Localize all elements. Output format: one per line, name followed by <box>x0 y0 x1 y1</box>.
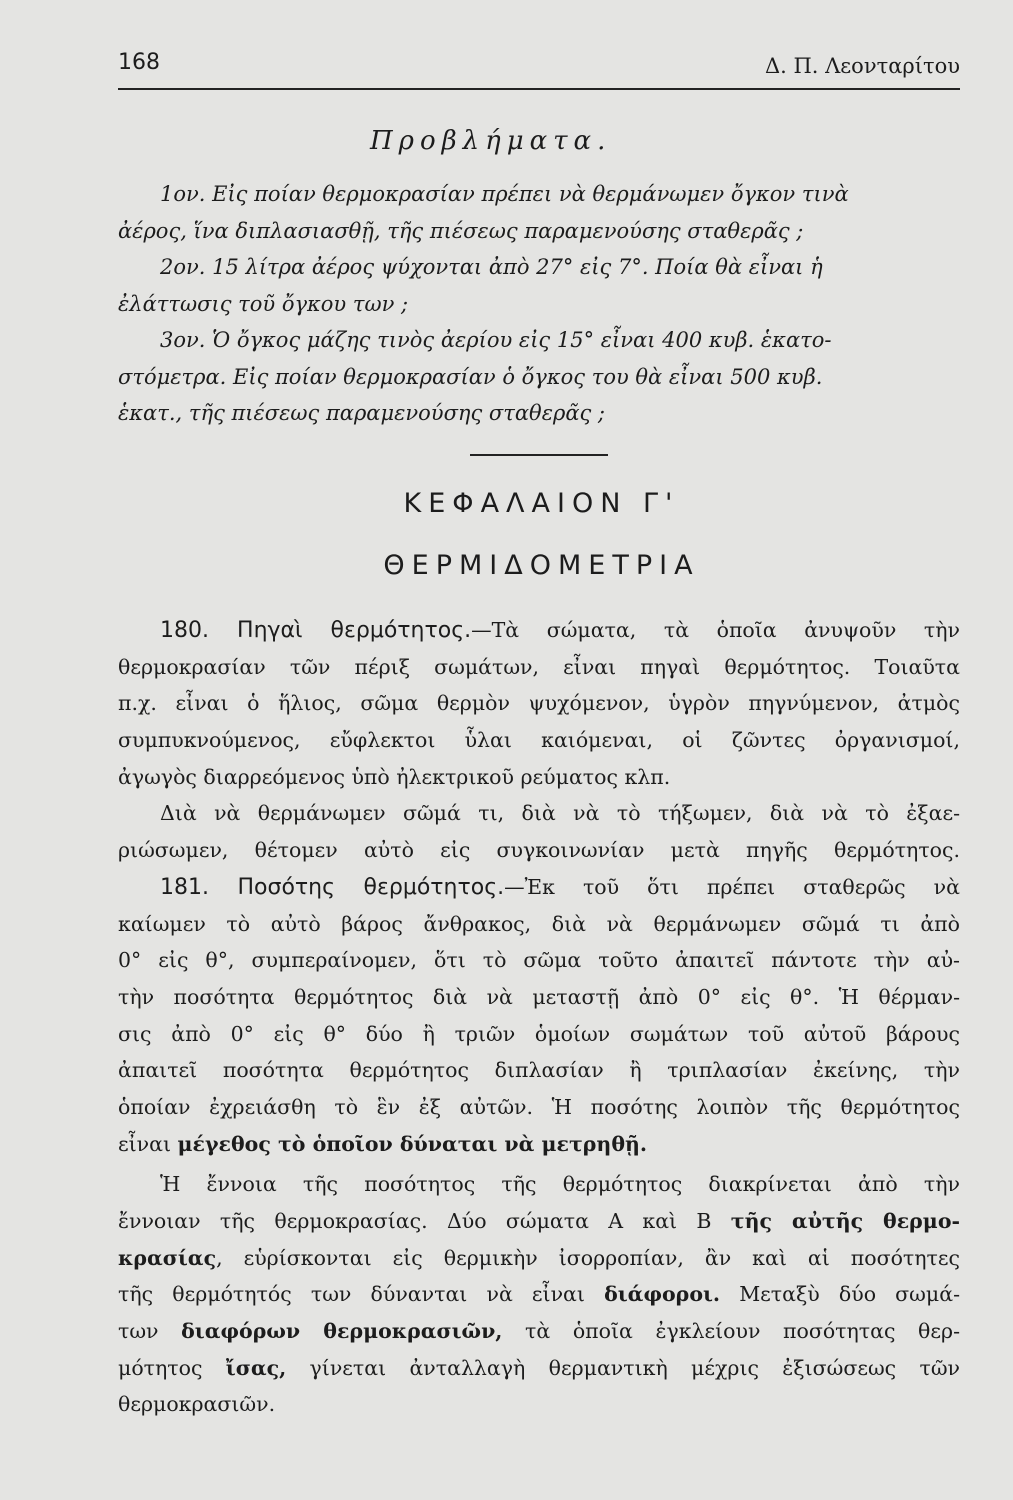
problem-line: ἑκατ., τῆς πιέσεως παραμενούσης σταθερᾶς ; <box>118 401 606 425</box>
text-line <box>118 1240 960 1277</box>
text-line: π.χ. εἶναι ὁ ἥλιος, σῶμα θερμὸν ψυχόμενον, ὑγρὸν πηγνύμενον, ἀτμὸς <box>118 691 960 716</box>
emphasis-text: διάφοροι. <box>604 1282 721 1307</box>
text-span: των <box>118 1319 182 1344</box>
text-span: τῆς θερμότητός των δύνανται νὰ εἶναι <box>118 1282 605 1307</box>
chapter-number: ΚΕΦΑΛΑΙΟΝ Γ' <box>403 488 680 519</box>
text-line <box>118 1313 960 1350</box>
running-head: Δ. Π. Λεονταρίτου <box>764 54 960 78</box>
text-line: καίωμεν τὸ αὐτὸ βάρος ἄνθρακος, διὰ νὰ θερμάνωμεν σῶμά τι ἀπὸ <box>118 911 960 936</box>
emphasis-text: ἴσας, <box>225 1355 287 1380</box>
problem-line: ἐλάττωσις τοῦ ὄγκου των ; <box>118 291 409 316</box>
text-line: ριώσωμεν, θέτομεν αὐτὸ εἰς συγκοινωνίαν μετὰ πηγῆς θερμότητος. <box>118 838 960 863</box>
section-text: —Ἐκ τοῦ ὅτι πρέπει σταθερῶς νὰ <box>504 874 960 899</box>
problem-line: 1ον. Εἰς ποίαν θερμοκρασίαν πρέπει νὰ θερμάνωμεν ὄγκον τινὰ <box>160 182 849 206</box>
page-header <box>118 44 960 90</box>
section-180-heading: 180. Πηγαὶ θερμότητος. <box>160 618 472 643</box>
text-line: Διὰ νὰ θερμάνωμεν σῶμά τι, διὰ νὰ τὸ τήξωμεν, διὰ νὰ τὸ ἐξαε- <box>160 801 960 826</box>
text-span: μότητος <box>118 1355 226 1380</box>
text-line: ὁποίαν ἐχρειάσθη τὸ ἓν ἐξ αὐτῶν. Ἡ ποσότης λοιπὸν τῆς θερμότητος <box>118 1094 960 1119</box>
problem-line: 3ον. Ὁ ὄγκος μάζης τινὸς ἀερίου εἰς 15° εἶναι 400 κυβ. ἑκατο- <box>160 328 832 352</box>
text-line <box>118 1350 960 1387</box>
emphasis-text: κρασίας <box>118 1245 217 1270</box>
emphasis-text: μέγεθος τὸ ὁποῖον δύναται νὰ μετρηθῇ. <box>177 1131 648 1156</box>
text-line <box>118 1126 960 1163</box>
text-line: ἀγωγὸς διαρρεόμενος ὑπὸ ἠλεκτρικοῦ ρεύματος κλπ. <box>118 764 671 789</box>
text-span: ἔννοιαν τῆς θερμοκρασίας. Δύο σώματα Α καὶ Β <box>118 1209 731 1233</box>
text-span: Μεταξὺ δύο σωμά- <box>720 1282 960 1307</box>
text-line: τὴν ποσότητα θερμότητος διὰ νὰ μεταστῇ ἀπὸ 0° εἰς θ°. Ἡ θέρμαν- <box>118 984 960 1009</box>
page-number: 168 <box>118 50 160 75</box>
text-line: θερμοκρασιῶν. <box>118 1392 276 1417</box>
text-span: τὰ ὁποῖα ἐγκλείουν ποσότητας θερ- <box>502 1319 961 1344</box>
section-divider <box>470 454 608 456</box>
text-line: σις ἀπὸ 0° εἰς θ° δύο ἢ τριῶν ὁμοίων σωμάτων τοῦ αὐτοῦ βάρους <box>118 1021 960 1046</box>
text-line: 0° εἰς θ°, συμπεραίνομεν, ὅτι τὸ σῶμα τοῦτο ἀπαιτεῖ πάντοτε τὴν αὐ- <box>118 948 960 973</box>
text-line <box>118 1276 960 1313</box>
section-180-first-line <box>118 612 960 649</box>
chapter-body <box>118 612 960 1423</box>
text-line: Ἡ ἔννοια τῆς ποσότητος τῆς θερμότητος διακρίνεται ἀπὸ τὴν <box>160 1172 960 1197</box>
text-line: συμπυκνούμενος, εὔφλεκτοι ὗλαι καιόμεναι, οἱ ζῶντες ὀργανισμοί, <box>118 728 960 753</box>
text-line: ἀπαιτεῖ ποσότητα θερμότητος διπλασίαν ἢ τριπλασίαν ἐκείνης, τὴν <box>118 1058 960 1083</box>
problems-list <box>118 176 960 432</box>
text-line <box>118 1203 960 1240</box>
problem-line: στόμετρα. Εἰς ποίαν θερμοκρασίαν ὁ ὄγκος του θὰ εἶναι 500 κυβ. <box>118 364 823 389</box>
text-span: γίνεται ἀνταλλαγὴ θερμαντικὴ μέχρις ἐξισώσεως τῶν <box>286 1355 960 1380</box>
text-span: , εὑρίσκονται εἰς θερμικὴν ἰσορροπίαν, ἂν καὶ αἱ ποσότητες <box>216 1245 960 1270</box>
text-line: θερμοκρασίαν τῶν πέριξ σωμάτων, εἶναι πηγαὶ θερμότητος. Τοιαῦτα <box>118 654 960 679</box>
section-text: —Τὰ σώματα, τὰ ὁποῖα ἀνυψοῦν τὴν <box>471 618 960 642</box>
problem-line: 2ον. 15 λίτρα ἀέρος ψύχονται ἀπὸ 27° εἰς 7°. Ποία θὰ εἶναι ἡ <box>160 255 823 279</box>
problem-line: ἀέρος, ἵνα διπλασιασθῇ, τῆς πιέσεως παραμενούσης σταθερᾶς ; <box>118 218 804 243</box>
section-181-first-line <box>118 869 960 906</box>
text-span: εἶναι <box>118 1131 178 1156</box>
emphasis-text: διαφόρων θερμοκρασιῶν, <box>181 1319 503 1344</box>
emphasis-text: τῆς αὐτῆς θερμο- <box>730 1209 960 1233</box>
chapter-title: ΘΕΡΜΙΔΟΜΕΤΡΙΑ <box>383 550 700 581</box>
section-181-heading: 181. Ποσότης θερμότητος. <box>160 874 505 900</box>
problems-title: Προβλήματα. <box>370 126 612 156</box>
